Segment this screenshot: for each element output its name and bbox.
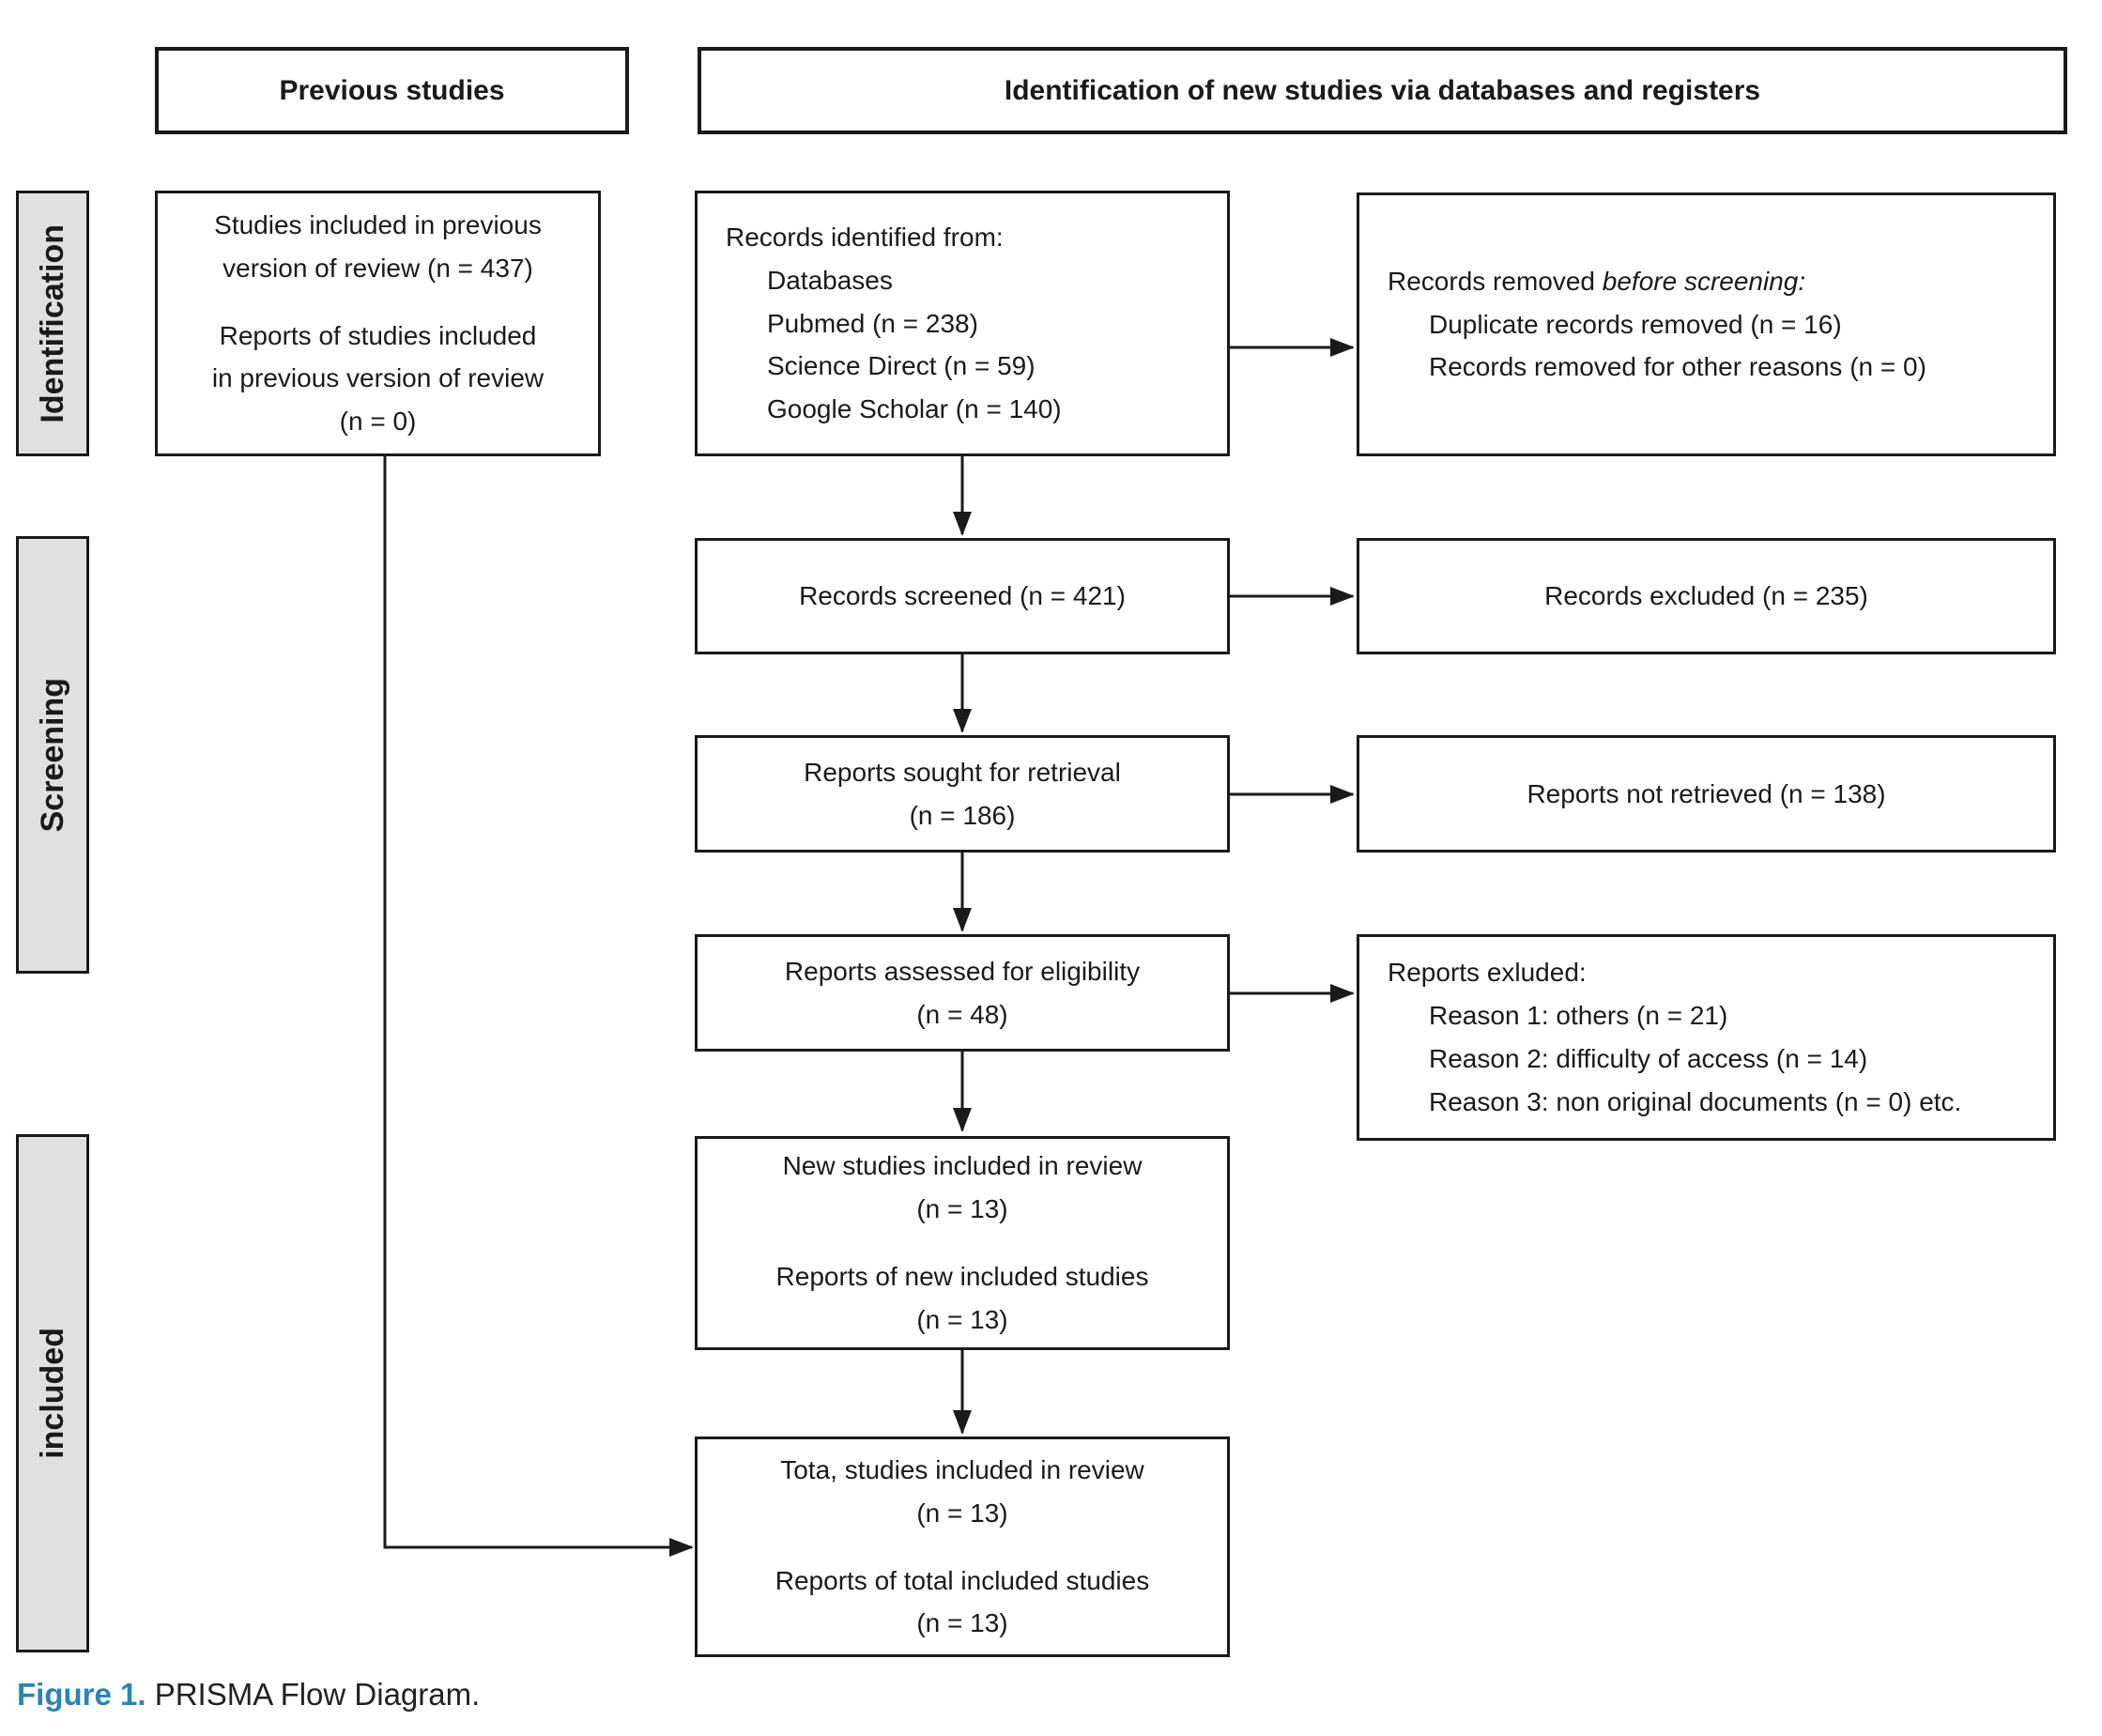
- text-line: Science Direct (n = 59): [767, 351, 1036, 381]
- stage-identification: [16, 191, 89, 456]
- text-line: (n = 186): [909, 800, 1016, 830]
- stage-screening: [16, 536, 89, 974]
- text-line: (n = 48): [916, 999, 1008, 1029]
- header-identification-new-studies: Identification of new studies via databases and registers: [698, 47, 2067, 134]
- box-reports-assessed: [695, 934, 1230, 1052]
- arrow-previous-to-total: [385, 456, 692, 1547]
- text-line: Records identified from:: [726, 222, 1004, 252]
- stage-screening-label: Screening: [34, 677, 70, 833]
- text-line: Pubmed (n = 238): [767, 308, 978, 338]
- text-line: Reports of new included studies: [775, 1262, 1149, 1291]
- box-reports-not-retrieved: Reports not retrieved (n = 138): [1357, 735, 2056, 853]
- text-line: Reason 2: difficulty of access (n = 14): [1429, 1044, 1868, 1073]
- figure-caption: [17, 1677, 480, 1713]
- text-line: Reports of studies included: [219, 320, 537, 350]
- box-records-excluded: Records excluded (n = 235): [1357, 538, 2056, 654]
- records-removed-title: Records removed: [1388, 266, 1603, 296]
- text-line: (n = 0): [339, 407, 417, 437]
- box-total-studies-included: [695, 1436, 1230, 1657]
- box-records-removed: [1357, 192, 2056, 456]
- text-line: (n = 13): [916, 1498, 1008, 1528]
- text-line: [1388, 260, 1805, 303]
- figure-caption-text: PRISMA Flow Diagram.: [146, 1677, 481, 1712]
- box-reports-excluded: [1357, 934, 2056, 1141]
- text-line: Reports sought for retrieval: [804, 757, 1121, 787]
- stage-identification-label: Identification: [34, 223, 70, 423]
- stage-included-label: included: [34, 1328, 70, 1459]
- text-line: Databases: [767, 265, 893, 295]
- records-removed-title-italic: before screening:: [1602, 266, 1806, 296]
- text-line: (n = 13): [916, 1304, 1008, 1334]
- text-line: Reports of total included studies: [775, 1565, 1150, 1595]
- text-line: Reports exluded:: [1388, 958, 1587, 988]
- text-line: Records removed for other reasons (n = 0): [1429, 352, 1926, 382]
- box-new-studies-included: [695, 1136, 1230, 1350]
- text-line: Studies included in previous: [214, 209, 542, 239]
- text-line: Reports assessed for eligibility: [784, 956, 1141, 986]
- box-records-screened: Records screened (n = 421): [695, 538, 1230, 654]
- text-line: New studies included in review: [782, 1151, 1143, 1181]
- text-line: Reason 1: others (n = 21): [1429, 1001, 1728, 1031]
- header-previous-studies: Previous studies: [155, 47, 629, 134]
- text-line: version of review (n = 437): [222, 253, 533, 283]
- stage-included: [16, 1134, 89, 1652]
- text-line: in previous version of review: [211, 363, 545, 393]
- box-records-identified: [695, 191, 1230, 456]
- box-reports-sought: [695, 735, 1230, 853]
- text-line: Reason 3: non original documents (n = 0) etc.: [1429, 1086, 1962, 1116]
- text-line: (n = 13): [916, 1608, 1008, 1638]
- figure-label: Figure 1.: [17, 1677, 146, 1712]
- text-line: Duplicate records removed (n = 16): [1429, 309, 1842, 339]
- text-line: (n = 13): [916, 1194, 1008, 1224]
- text-line: Google Scholar (n = 140): [767, 394, 1062, 424]
- box-previous-studies-included: [155, 191, 601, 456]
- text-line: Tota, studies included in review: [780, 1454, 1144, 1484]
